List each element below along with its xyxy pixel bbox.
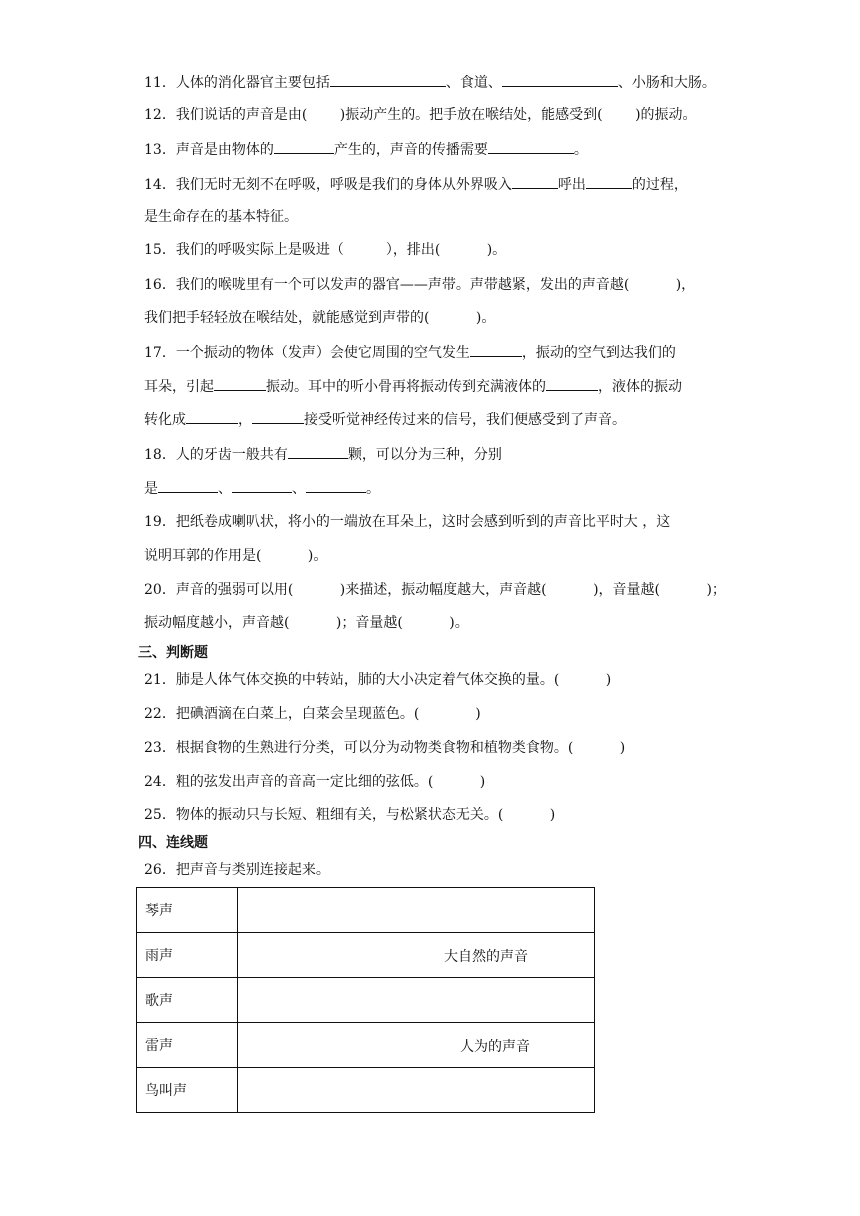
question-19: 19．把纸卷成喇叭状，将小的一端放在耳朵上，这时会感到听到的声音比平时大 ，这 (144, 514, 671, 530)
answer-blank[interactable] (158, 478, 218, 493)
question-21: 21．肺是人体气体交换的中转站，肺的大小决定着气体交换的量。( ) (144, 672, 612, 688)
q14-text-b: 呼出 (557, 177, 586, 193)
separator: 、 (292, 481, 306, 497)
table-row (137, 888, 595, 933)
table-row (137, 978, 595, 1023)
q14-text-a: 14．我们无时无刻不在呼吸，呼吸是我们的身体从外界吸入 (144, 177, 512, 193)
question-18 (144, 444, 502, 465)
category-label-human[interactable]: 人为的声音 (460, 1039, 530, 1055)
q17-text: 17．一个振动的物体（发声）会使它周围的空气发生 (144, 345, 470, 361)
question-11 (144, 72, 716, 93)
q17-text: 振动。耳中的听小骨再将振动传到充满液体的 (266, 379, 546, 395)
sound-cell[interactable]: 雨声 (137, 933, 238, 978)
q11-text-b: 、食道、 (445, 75, 502, 91)
question-16-line2: 我们把手轻轻放在喉结处，就能感觉到声带的( )。 (144, 310, 496, 326)
q17-text: ，液体的振动 (598, 379, 682, 395)
answer-blank[interactable] (214, 376, 266, 391)
answer-blank[interactable] (186, 409, 238, 424)
answer-blank[interactable] (470, 342, 522, 357)
question-19-line2: 说明耳郭的作用是( )。 (144, 548, 328, 564)
q11-text-c: 、小肠和大肠。 (617, 75, 716, 91)
answer-blank[interactable] (330, 72, 446, 87)
category-cell (238, 933, 595, 978)
question-14 (144, 174, 688, 195)
matching-table (136, 887, 595, 1113)
question-20: 20．声音的强弱可以用( )来描述，振动幅度越大，声音越( )，音量越( )； (144, 582, 726, 598)
table-row (137, 1068, 595, 1113)
answer-blank[interactable] (512, 174, 558, 189)
answer-blank[interactable] (586, 174, 632, 189)
table-row (137, 1023, 595, 1068)
question-15: 15．我们的呼吸实际上是吸进（ ），排出( )。 (144, 242, 507, 258)
section-heading-matching: 四、连线题 (138, 835, 208, 851)
answer-blank[interactable] (288, 444, 348, 459)
category-cell (238, 888, 595, 933)
sound-cell[interactable]: 雷声 (137, 1023, 238, 1068)
category-cell (238, 1023, 595, 1068)
question-17 (144, 342, 676, 363)
table-row (137, 933, 595, 978)
q17-text: 接受听觉神经传过来的信号，我们便感受到了声音。 (304, 412, 626, 428)
q13-text-b: 产生的，声音的传播需要 (333, 142, 488, 158)
sound-cell[interactable]: 琴声 (137, 888, 238, 933)
question-16: 16．我们的喉咙里有一个可以发声的器官——声带。声带越紧，发出的声音越( )， (144, 277, 696, 293)
question-13 (144, 139, 588, 160)
question-26: 26．把声音与类别连接起来。 (144, 862, 330, 878)
question-12: 12．我们说话的声音是由( )振动产生的。把手放在喉结处，能感受到( )的振动。 (144, 107, 697, 123)
question-17-line2 (144, 376, 682, 397)
question-22: 22．把碘酒滴在白菜上，白菜会呈现蓝色。( ) (144, 706, 481, 722)
question-17-line3 (144, 409, 626, 430)
question-14-line2: 是生命存在的基本特征。 (144, 209, 298, 225)
q18-end: 。 (366, 481, 380, 497)
answer-blank[interactable] (502, 72, 618, 87)
answer-blank[interactable] (252, 409, 304, 424)
q17-text: 转化成 (144, 412, 186, 428)
category-cell (238, 1068, 595, 1113)
q17-text: ， (238, 412, 252, 428)
answer-blank[interactable] (232, 478, 292, 493)
q17-text: ，振动的空气到达我们的 (521, 345, 676, 361)
q18-text: 颗，可以分为三种，分别 (347, 447, 502, 463)
q18-text: 是 (144, 481, 158, 497)
q13-text-a: 13．声音是由物体的 (144, 142, 274, 158)
sound-cell[interactable]: 歌声 (137, 978, 238, 1023)
question-24: 24．粗的弦发出声音的音高一定比细的弦低。( ) (144, 774, 486, 790)
answer-blank[interactable] (274, 139, 334, 154)
answer-blank[interactable] (546, 376, 598, 391)
question-20-line2: 振动幅度越小，声音越( )；音量越( )。 (144, 615, 469, 631)
sound-cell[interactable]: 鸟叫声 (137, 1068, 238, 1113)
category-label-nature[interactable]: 大自然的声音 (444, 949, 528, 965)
q14-text-c: 的过程， (631, 177, 688, 193)
question-18-line2 (144, 478, 380, 499)
category-cell (238, 978, 595, 1023)
question-23: 23．根据食物的生熟进行分类，可以分为动物类食物和植物类食物。( ) (144, 740, 626, 756)
q13-text-c: 。 (573, 142, 588, 158)
section-heading-judgement: 三、判断题 (138, 645, 208, 661)
separator: 、 (218, 481, 232, 497)
q18-text: 18．人的牙齿一般共有 (144, 447, 288, 463)
answer-blank[interactable] (488, 139, 574, 154)
question-25: 25．物体的振动只与长短、粗细有关，与松紧状态无关。( ) (144, 807, 556, 823)
q17-text: 耳朵，引起 (144, 379, 214, 395)
q11-text-a: 11．人体的消化器官主要包括 (144, 75, 330, 91)
answer-blank[interactable] (306, 478, 366, 493)
